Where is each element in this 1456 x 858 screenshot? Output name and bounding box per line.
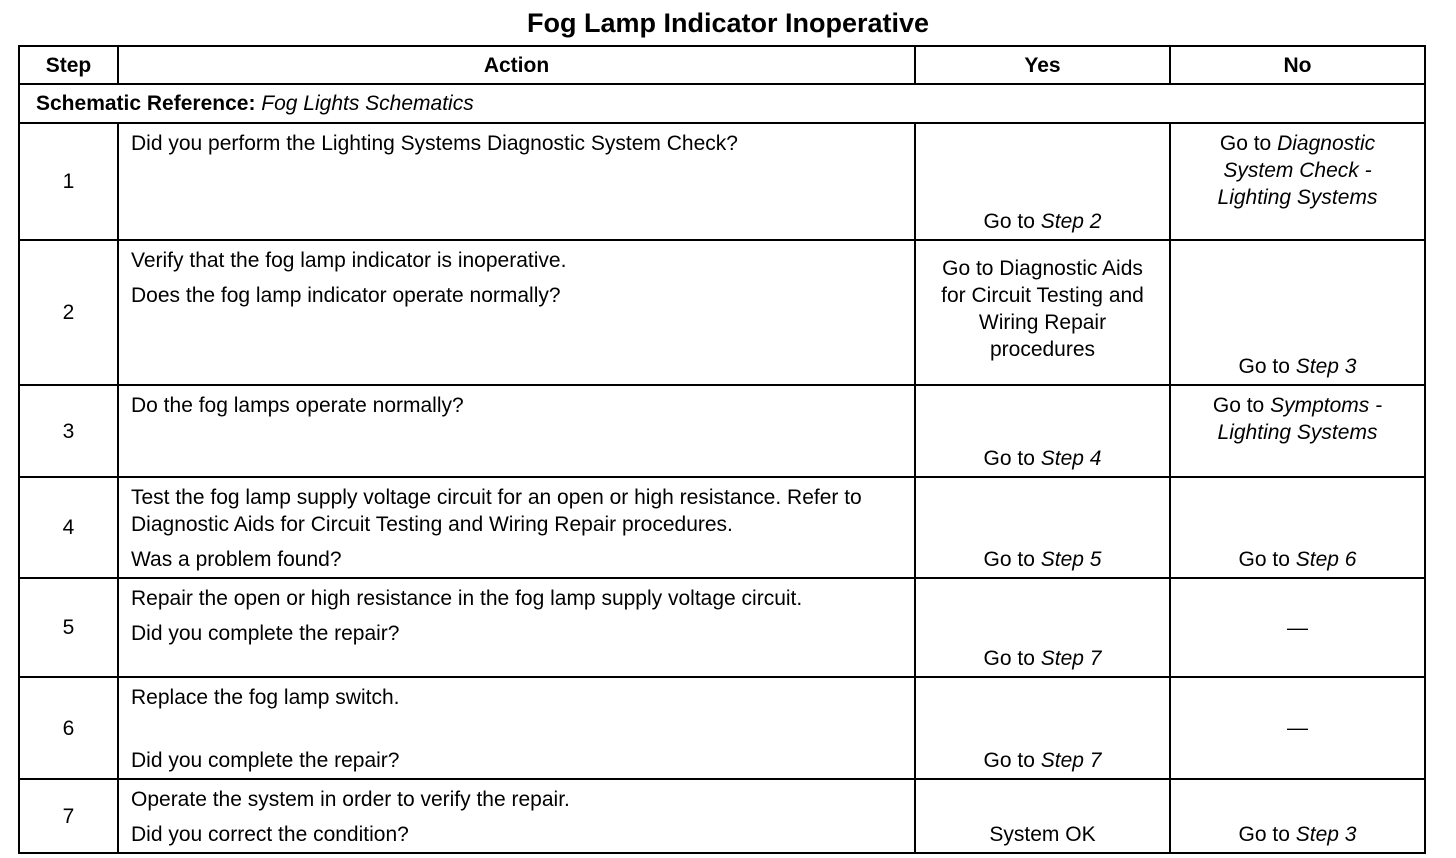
no-result: — <box>1287 616 1308 639</box>
step-number: 3 <box>19 385 118 477</box>
schematic-row <box>19 84 1425 123</box>
no-result[interactable]: Go to Step 3 <box>1238 823 1357 846</box>
table-row <box>19 578 1425 677</box>
table-row <box>19 385 1425 477</box>
action-cell <box>118 123 915 240</box>
no-result[interactable]: Go to Symptoms - Lighting Systems <box>1212 394 1383 444</box>
action-text: Operate the system in order to verify the repair. <box>131 788 570 811</box>
schematic-link[interactable]: Fog Lights Schematics <box>261 92 474 115</box>
step-number: 6 <box>19 677 118 779</box>
yes-result[interactable]: Go to Step 7 <box>983 647 1102 670</box>
no-result[interactable]: Go to Step 3 <box>1238 355 1357 378</box>
schematic-label: Schematic Reference: <box>36 92 256 115</box>
no-result[interactable]: Go to Diagnostic System Check - Lighting Systems <box>1217 132 1378 209</box>
diagnostic-table <box>18 45 1426 854</box>
action-cell <box>118 240 915 385</box>
table-row <box>19 677 1425 779</box>
yes-cell <box>915 477 1170 578</box>
table-row <box>19 779 1425 853</box>
step-number: 2 <box>19 240 118 385</box>
table-row <box>19 123 1425 240</box>
no-result[interactable]: Go to Step 6 <box>1238 548 1357 571</box>
action-question: Was a problem found? <box>131 548 342 571</box>
yes-result[interactable]: Go to Step 2 <box>983 210 1102 233</box>
no-cell <box>1170 477 1425 578</box>
yes-result[interactable]: Go to Step 4 <box>983 447 1102 470</box>
no-cell <box>1170 578 1425 677</box>
action-text: Repair the open or high resistance in the fog lamp supply voltage circuit. <box>131 587 803 610</box>
no-cell <box>1170 240 1425 385</box>
step-number: 5 <box>19 578 118 677</box>
header-row <box>19 46 1425 84</box>
action-text: Do the fog lamps operate normally? <box>131 394 464 417</box>
no-cell <box>1170 677 1425 779</box>
action-text: Replace the fog lamp switch. <box>131 686 400 709</box>
no-cell <box>1170 779 1425 853</box>
action-cell <box>118 385 915 477</box>
header-no: No <box>1170 46 1425 84</box>
table-row <box>19 240 1425 385</box>
action-cell <box>118 779 915 853</box>
action-question: Does the fog lamp indicator operate normally? <box>131 284 561 307</box>
yes-result[interactable]: Go to Step 5 <box>983 548 1102 571</box>
no-cell <box>1170 123 1425 240</box>
yes-result[interactable]: Go to Diagnostic Aids for Circuit Testing and Wiring Repair procedures <box>941 257 1144 361</box>
step-number: 7 <box>19 779 118 853</box>
yes-cell <box>915 240 1170 385</box>
yes-cell <box>915 123 1170 240</box>
action-cell <box>118 677 915 779</box>
action-text: Did you perform the Lighting Systems Diagnostic System Check? <box>131 132 738 155</box>
action-cell <box>118 477 915 578</box>
header-step: Step <box>19 46 118 84</box>
table-row <box>19 477 1425 578</box>
page-title: Fog Lamp Indicator Inoperative <box>526 8 930 38</box>
action-question: Did you correct the condition? <box>131 823 409 846</box>
yes-cell <box>915 779 1170 853</box>
action-question: Did you complete the repair? <box>131 622 400 645</box>
step-number: 1 <box>19 123 118 240</box>
step-number: 4 <box>19 477 118 578</box>
header-action: Action <box>118 46 915 84</box>
header-yes: Yes <box>915 46 1170 84</box>
action-question: Did you complete the repair? <box>131 749 400 772</box>
yes-cell <box>915 385 1170 477</box>
no-result: — <box>1287 716 1308 740</box>
yes-result: System OK <box>989 823 1096 846</box>
no-cell <box>1170 385 1425 477</box>
yes-cell <box>915 677 1170 779</box>
schematic-reference <box>19 84 1425 123</box>
action-cell <box>118 578 915 677</box>
action-text: Verify that the fog lamp indicator is inoperative. <box>131 249 567 272</box>
yes-result[interactable]: Go to Step 7 <box>983 749 1102 772</box>
action-text: Test the fog lamp supply voltage circuit for an open or high resistance. Refer to Diagnostic Aids for Circuit Testing and Wiring Repair procedures. <box>131 486 862 536</box>
yes-cell <box>915 578 1170 677</box>
